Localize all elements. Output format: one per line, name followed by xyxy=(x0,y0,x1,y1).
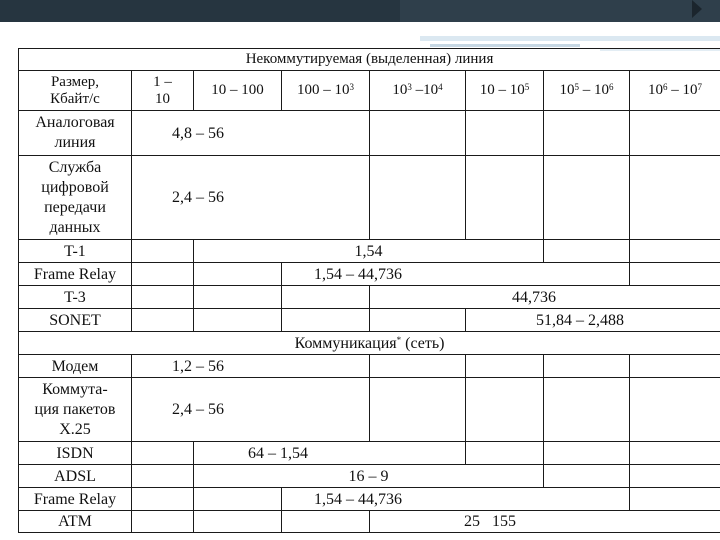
section-title-suffix: (сеть) xyxy=(405,334,445,352)
table-row xyxy=(19,378,720,442)
row-label: ATM xyxy=(19,511,132,533)
header-range-text: 10 xyxy=(559,82,575,98)
row-label xyxy=(19,156,132,240)
header-range-text: 10 xyxy=(648,82,664,98)
table-row xyxy=(19,511,720,533)
header-range-text: – 10 xyxy=(667,82,698,98)
row-label: T-1 xyxy=(19,240,132,263)
header-range-7 xyxy=(630,71,720,111)
row-label: Модем xyxy=(19,355,132,378)
table-row xyxy=(19,111,720,156)
table-row xyxy=(19,488,720,511)
row-label-line: Служба xyxy=(48,158,102,176)
row-label xyxy=(19,378,132,442)
header-size xyxy=(19,71,132,111)
header-range-4 xyxy=(370,71,466,111)
header-exponent: 3 xyxy=(407,82,412,92)
header-range-6 xyxy=(544,71,630,111)
row-label-line: Аналоговая xyxy=(35,114,115,131)
title-row xyxy=(19,49,720,71)
row-label: Frame Relay xyxy=(19,263,132,286)
decor-line xyxy=(420,36,720,41)
header-exponent: 6 xyxy=(609,82,614,92)
row-value: 2,4 – 56 xyxy=(132,156,370,240)
row-label: Frame Relay xyxy=(19,488,132,511)
header-range-text: 10 xyxy=(392,82,408,98)
header-range-1 xyxy=(132,71,194,111)
table-row xyxy=(19,442,720,465)
header-range-text: 100 – 10 xyxy=(297,82,350,98)
section-heading xyxy=(19,332,720,355)
table-row xyxy=(19,240,720,263)
row-label-line: X.25 xyxy=(59,420,91,438)
row-value: 1,54 – 44,736 xyxy=(282,488,630,511)
row-label-line: линия xyxy=(54,134,96,151)
header-range-3 xyxy=(282,71,370,111)
table-row xyxy=(19,156,720,240)
header-exponent: 6 xyxy=(663,82,668,92)
header-size-line: Размер, xyxy=(50,73,100,90)
header-exponent: 3 xyxy=(349,82,354,92)
header-range-5 xyxy=(466,71,544,111)
corner-arrow-icon xyxy=(692,0,702,18)
table-row xyxy=(19,286,720,309)
header-exponent: 7 xyxy=(697,82,703,92)
row-value: 1,2 – 56 xyxy=(132,355,370,378)
header-exponent: 4 xyxy=(438,82,443,92)
row-label: SONET xyxy=(19,309,132,332)
table-row xyxy=(19,309,720,332)
header-exponent: 5 xyxy=(574,82,579,92)
row-label: ISDN xyxy=(19,442,132,465)
decor-line xyxy=(430,44,580,47)
row-value: 44,736 xyxy=(370,286,720,309)
footnote-mark: * xyxy=(396,334,402,345)
header-range-2: 10 – 100 xyxy=(194,71,282,111)
row-label-line: цифровой xyxy=(41,178,109,196)
row-label: ADSL xyxy=(19,465,132,488)
row-value: 25 155 xyxy=(370,511,720,533)
section-title: Коммуникация xyxy=(294,334,397,352)
row-value: 16 – 9 xyxy=(194,465,544,488)
row-value: 64 – 1,54 xyxy=(194,442,466,465)
row-label-line: данных xyxy=(49,218,101,236)
header-range-text: – 10 xyxy=(579,82,609,98)
header-size-line: Кбайт/с xyxy=(50,90,100,107)
row-value: 1,54 xyxy=(194,240,544,263)
bandwidth-table xyxy=(18,48,720,533)
row-value: 1,54 – 44,736 xyxy=(282,263,630,286)
table-row xyxy=(19,263,720,286)
table-title: Некоммутируемая (выделенная) линия xyxy=(19,49,720,71)
header-range-text: 10 – 10 xyxy=(479,82,525,98)
table-row xyxy=(19,355,720,378)
header-row xyxy=(19,71,720,111)
row-value: 51,84 – 2,488 xyxy=(466,309,720,332)
row-label-line: передачи xyxy=(44,198,106,216)
row-label xyxy=(19,111,132,156)
row-value: 4,8 – 56 xyxy=(132,111,370,156)
table-row xyxy=(19,465,720,488)
header-range-line: 1 – xyxy=(153,73,172,90)
header-range-text: –10 xyxy=(411,82,439,98)
section-row xyxy=(19,332,720,355)
row-label-line: Коммута- xyxy=(42,380,108,398)
row-label-line: ция пакетов xyxy=(34,400,116,418)
row-value: 2,4 – 56 xyxy=(132,378,370,442)
header-exponent: 5 xyxy=(524,82,530,92)
header-range-line: 10 xyxy=(155,90,170,107)
row-label: T-3 xyxy=(19,286,132,309)
slide-top-bar-shade xyxy=(0,0,400,22)
